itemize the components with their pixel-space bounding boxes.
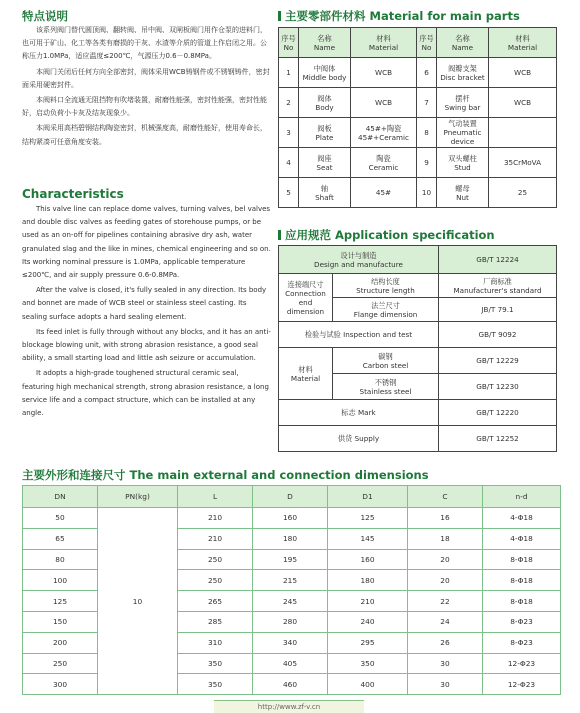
- spec-title: 应用规范 Application specification: [278, 227, 495, 243]
- parts-row: [279, 118, 557, 148]
- spec-table: [278, 245, 557, 452]
- part-material: 陶瓷 Ceramic: [351, 148, 417, 178]
- dims-cell: 200: [23, 632, 98, 653]
- dims-cell: 250: [23, 653, 98, 674]
- spec-row: [279, 426, 557, 452]
- part-no: 5: [279, 178, 299, 208]
- dims-header-cell: L: [178, 486, 253, 508]
- part-no: 9: [417, 148, 437, 178]
- part-material: 35CrMoVA: [489, 148, 557, 178]
- spec-inspect-label: 检验与试验 Inspection and test: [279, 322, 439, 348]
- parts-header-no: 序号 No: [279, 28, 299, 58]
- spec-flange-std: JB/T 79.1: [439, 298, 557, 322]
- dims-cell: 24: [408, 611, 483, 632]
- spec-carbon-label: 碳钢 Carbon steel: [333, 348, 439, 374]
- features-title: 特点说明: [22, 9, 68, 23]
- part-no: 7: [417, 88, 437, 118]
- dims-cell: 100: [23, 570, 98, 591]
- dims-cell: 145: [328, 528, 408, 549]
- features-paragraph: 该系列阀门替代圆顶阀、翻转阀、吊中阀、双闸板阀门用作仓泵的进料门，也可用于矿山、化工等各类有磨损的干灰、水渣等介质的管道上作启闭之用。公称压力1.0MPa，适应温度≤200℃，气源压力0.6－0.8MPa。: [22, 26, 267, 61]
- spec-stainless-std: GB/T 12230: [439, 374, 557, 400]
- dims-cell: 340: [253, 632, 328, 653]
- dims-cell: 160: [328, 549, 408, 570]
- characteristics-text: [22, 203, 272, 420]
- dims-cell: 265: [178, 591, 253, 612]
- part-material: [489, 118, 557, 148]
- dims-header-cell: C: [408, 486, 483, 508]
- dims-cell: 180: [253, 528, 328, 549]
- spec-carbon-std: GB/T 12229: [439, 348, 557, 374]
- table-row: [23, 508, 561, 529]
- dims-title: 主要外形和连接尺寸 The main external and connection dimensions: [22, 468, 429, 482]
- dims-pn-cell: 10: [98, 508, 178, 695]
- features-paragraph: 本阀门关闭后任何方向全部密封，阀体采用WCB铸钢件或不锈钢铸件，密封面采用硬密封件。: [22, 67, 270, 89]
- dims-cell: 300: [23, 674, 98, 695]
- part-material: WCB: [351, 58, 417, 88]
- dims-cell: 350: [328, 653, 408, 674]
- spec-design-label: 设计与制造 Design and manufacture: [279, 246, 439, 274]
- dims-cell: 65: [23, 528, 98, 549]
- part-name: 双头螺柱 Stud: [437, 148, 489, 178]
- part-name: 中阀体 Middle body: [299, 58, 351, 88]
- dims-cell: 210: [178, 508, 253, 529]
- dims-cell: 12-Φ23: [483, 674, 561, 695]
- spec-structure-std: 厂商标准 Manufacturer's standard: [439, 274, 557, 298]
- dims-cell: 240: [328, 611, 408, 632]
- spec-row: [279, 322, 557, 348]
- dims-cell: 12-Φ23: [483, 653, 561, 674]
- dims-cell: 18: [408, 528, 483, 549]
- spec-flange-label: 法兰尺寸 Flange dimension: [333, 298, 439, 322]
- part-name: 轴 Shaft: [299, 178, 351, 208]
- section-marker-icon: [278, 230, 281, 240]
- part-name: 螺母 Nut: [437, 178, 489, 208]
- parts-header-no: 序号 No: [417, 28, 437, 58]
- spec-row: [279, 246, 557, 274]
- dims-cell: 125: [23, 591, 98, 612]
- dims-cell: 310: [178, 632, 253, 653]
- part-name: 阀体 Body: [299, 88, 351, 118]
- dims-cell: 295: [328, 632, 408, 653]
- parts-row: [279, 58, 557, 88]
- dims-table: [22, 485, 561, 695]
- dims-cell: 405: [253, 653, 328, 674]
- features-text: [22, 24, 272, 149]
- dims-cell: 30: [408, 674, 483, 695]
- spec-stainless-label: 不锈钢 Stainless steel: [333, 374, 439, 400]
- dims-cell: 8-Φ23: [483, 632, 561, 653]
- parts-header-material: 材料 Material: [351, 28, 417, 58]
- part-no: 4: [279, 148, 299, 178]
- part-name: 气动装置 Pneumatic device: [437, 118, 489, 148]
- dims-cell: 350: [178, 674, 253, 695]
- dims-cell: 150: [23, 611, 98, 632]
- parts-title: 主要零部件材料 Material for main parts: [278, 8, 520, 24]
- part-material: 45#: [351, 178, 417, 208]
- dims-cell: 280: [253, 611, 328, 632]
- part-no: 2: [279, 88, 299, 118]
- spec-design-std: GB/T 12224: [439, 246, 557, 274]
- spec-row: [279, 348, 557, 374]
- parts-header-name: 名称 Name: [299, 28, 351, 58]
- dims-cell: 4-Φ18: [483, 508, 561, 529]
- dims-cell: 8-Φ18: [483, 570, 561, 591]
- dims-cell: 215: [253, 570, 328, 591]
- dims-cell: 20: [408, 570, 483, 591]
- part-name: 摆杆 Swing bar: [437, 88, 489, 118]
- part-material: 25: [489, 178, 557, 208]
- spec-mark-label: 标志 Mark: [279, 400, 439, 426]
- part-no: 10: [417, 178, 437, 208]
- dims-cell: 16: [408, 508, 483, 529]
- dims-cell: 195: [253, 549, 328, 570]
- dims-cell: 400: [328, 674, 408, 695]
- part-material: WCB: [351, 88, 417, 118]
- dims-cell: 20: [408, 549, 483, 570]
- dims-cell: 8-Φ18: [483, 549, 561, 570]
- dims-header-row: [23, 486, 561, 508]
- parts-table: [278, 27, 557, 208]
- part-no: 6: [417, 58, 437, 88]
- dims-cell: 4-Φ18: [483, 528, 561, 549]
- dims-cell: 250: [178, 549, 253, 570]
- dims-header-cell: D1: [328, 486, 408, 508]
- part-no: 8: [417, 118, 437, 148]
- spec-inspect-std: GB/T 9092: [439, 322, 557, 348]
- dims-cell: 210: [328, 591, 408, 612]
- part-no: 1: [279, 58, 299, 88]
- dims-cell: 26: [408, 632, 483, 653]
- dims-cell: 285: [178, 611, 253, 632]
- part-name: 阀板 Plate: [299, 118, 351, 148]
- characteristics-paragraph: It adopts a high-grade toughened structural ceramic seal, featuring high mechanical strength, strong abrasion resistance, a long service life and a compact structure, which can be installed at any angle.: [22, 369, 269, 418]
- dims-header-cell: PN(kg): [98, 486, 178, 508]
- spec-structure-label: 结构长度 Structure length: [333, 274, 439, 298]
- characteristics-paragraph: After the valve is closed, it's fully sealed in any direction. Its body and bonnet are made of WCB steel or stainless steel casting. Its sealing surface adopts a hard sealing element.: [22, 286, 267, 321]
- dims-header-cell: D: [253, 486, 328, 508]
- dims-cell: 22: [408, 591, 483, 612]
- dims-cell: 80: [23, 549, 98, 570]
- part-no: 3: [279, 118, 299, 148]
- spec-mark-std: GB/T 12220: [439, 400, 557, 426]
- spec-supply-std: GB/T 12252: [439, 426, 557, 452]
- dims-header-cell: n-d: [483, 486, 561, 508]
- dims-header-cell: DN: [23, 486, 98, 508]
- parts-header-name: 名称 Name: [437, 28, 489, 58]
- footer-url[interactable]: http://www.zf-v.cn: [214, 700, 364, 713]
- spec-row: [279, 400, 557, 426]
- dims-cell: 350: [178, 653, 253, 674]
- part-name: 阀座 Seat: [299, 148, 351, 178]
- parts-header-material: 材料 Material: [489, 28, 557, 58]
- characteristics-paragraph: This valve line can replace dome valves, turning valves, bel valves and double disc valves as feeding gates of storehouse pumps, or be used as an on-off for pipelines containing abrasive dry ash, water granulated slag and the like in mines, chemical engineering and so on. Its working nominal pressure is 1.0MPa, applicable temperature ≤200℃, and air supply pressure 0.6-0.8MPa.: [22, 205, 271, 280]
- dims-cell: 245: [253, 591, 328, 612]
- spec-connection-label: 连接端尺寸 Connection end dimension: [279, 274, 333, 322]
- dims-cell: 50: [23, 508, 98, 529]
- dims-cell: 180: [328, 570, 408, 591]
- part-material: 45#+陶瓷 45#+Ceramic: [351, 118, 417, 148]
- dims-cell: 8-Φ18: [483, 591, 561, 612]
- features-paragraph: 本阀采用高档碧钢结构陶瓷密封，机械强度高，耐磨性能好，使用寿命长，结构紧凑可任意角度安装。: [22, 124, 267, 146]
- parts-row: [279, 148, 557, 178]
- section-marker-icon: [278, 11, 281, 21]
- dims-cell: 160: [253, 508, 328, 529]
- part-name: 阀瓣支架 Disc bracket: [437, 58, 489, 88]
- part-material: WCB: [489, 58, 557, 88]
- parts-row: [279, 178, 557, 208]
- characteristics-paragraph: Its feed inlet is fully through without any blocks, and it has an anti-blockage blowing unit, with strong abrasion resistance, a good seal ability, a small starting load and little ash seizure or accumulation.: [22, 327, 271, 363]
- part-material: WCB: [489, 88, 557, 118]
- dims-cell: 460: [253, 674, 328, 695]
- parts-row: [279, 88, 557, 118]
- dims-cell: 250: [178, 570, 253, 591]
- features-paragraph: 本阀料口全流通无阻挡物有吹堵装置，耐磨性能强，密封性能强，密封性能好，启动负荷小卡灰及结灰现象少。: [22, 96, 267, 118]
- parts-header-row: [279, 28, 557, 58]
- dims-cell: 8-Φ23: [483, 611, 561, 632]
- spec-material-label: 材料 Material: [279, 348, 333, 400]
- dims-cell: 30: [408, 653, 483, 674]
- dims-cell: 210: [178, 528, 253, 549]
- characteristics-title: Characteristics: [22, 187, 124, 201]
- spec-supply-label: 供货 Supply: [279, 426, 439, 452]
- dims-cell: 125: [328, 508, 408, 529]
- spec-row: [279, 274, 557, 298]
